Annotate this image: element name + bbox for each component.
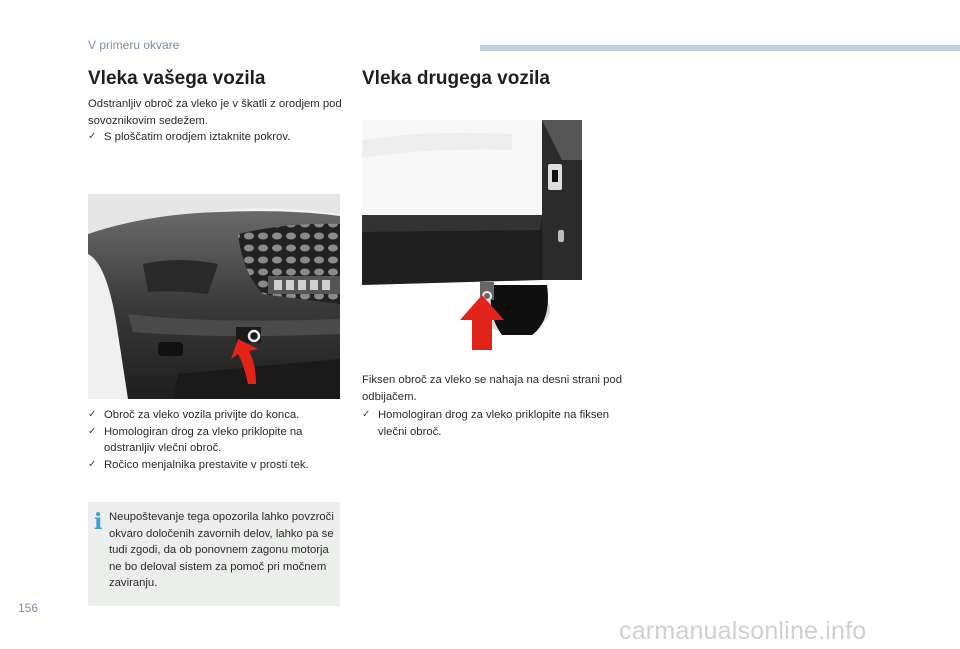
page-number: 156 <box>18 601 39 615</box>
rear-bumper-photo <box>362 120 582 350</box>
left-intro-bullet: ✓ S ploščatim orodjem iztaknite pokrov. <box>88 129 344 146</box>
rear-bumper-illustration <box>362 120 582 350</box>
left-steps <box>88 407 344 473</box>
left-title: Vleka vašega vozila <box>88 68 266 89</box>
info-icon: i <box>94 509 103 535</box>
left-step-1: ✓ Obroč za vleko vozila privijte do konca. <box>88 407 344 424</box>
header-rule <box>480 45 960 51</box>
front-bumper-illustration <box>88 194 340 399</box>
left-intro-text: Odstranljiv obroč za vleko je v škatli z orodjem pod sovoznikovim sedežem. <box>88 98 342 127</box>
right-title: Vleka drugega vozila <box>362 68 550 89</box>
warning-note-text: Neupoštevanje tega opozorila lahko povzroči okvaro določenih zavornih delov, lahko pa se tudi zgodi, da ob ponovnem zagonu motorja ne bo deloval sistem za pomoč pri močnem zaviranju. <box>109 511 334 589</box>
section-header: V primeru okvare <box>88 38 180 52</box>
left-step-3: ✓ Ročico menjalnika prestavite v prosti tek. <box>88 457 344 474</box>
right-steps <box>362 407 624 440</box>
left-step-2: ✓ Homologiran drog za vleko priklopite na odstranljiv vlečni obroč. <box>88 424 344 457</box>
right-step-1: ✓ Homologiran drog za vleko priklopite na fiksen vlečni obroč. <box>362 407 624 440</box>
warning-note <box>88 502 340 606</box>
front-bumper-photo <box>88 194 340 399</box>
watermark: carmanualsonline.info <box>619 617 867 645</box>
right-description: Fiksen obroč za vleko se nahaja na desni strani pod odbijačem. <box>362 374 622 403</box>
left-intro-block <box>88 96 344 146</box>
